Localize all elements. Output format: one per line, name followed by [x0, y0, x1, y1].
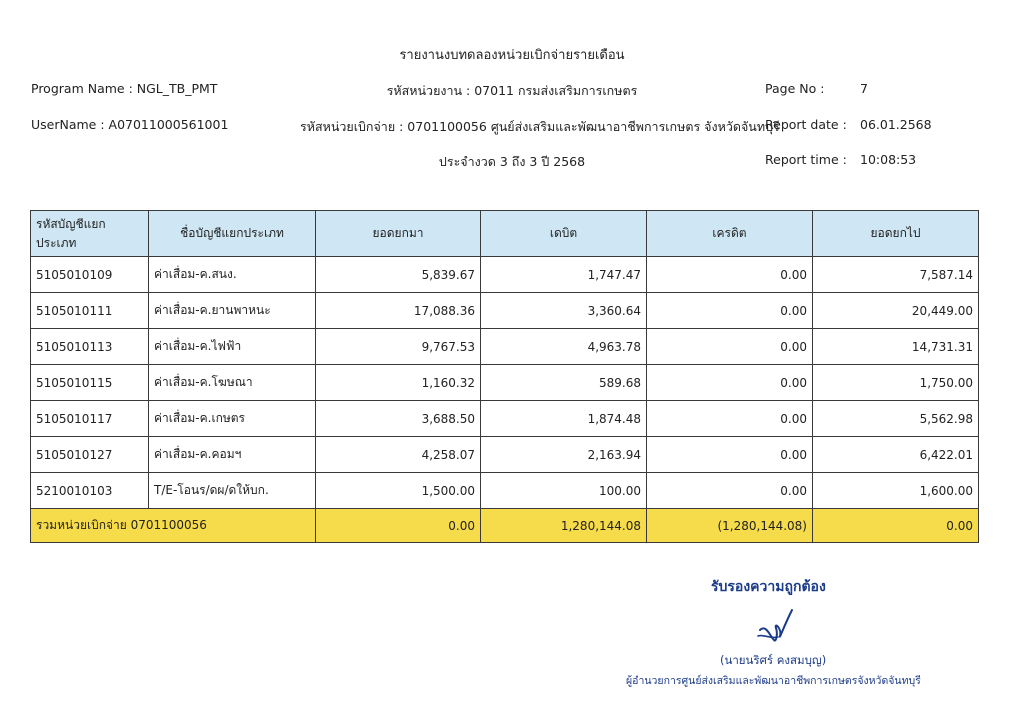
account-code: 5105010111 [31, 293, 149, 329]
report-period: ประจำงวด 3 ถึง 3 ปี 2568 [438, 154, 586, 169]
account-code: 5105010109 [31, 257, 149, 293]
debit: 589.68 [481, 365, 647, 401]
report-time-label: Report time : [765, 152, 847, 167]
debit: 100.00 [481, 473, 647, 509]
carried-forward: 5,562.98 [813, 401, 979, 437]
disbursement-unit: รหัสหน่วยเบิกจ่าย : 0701100056 ศูนย์ส่งเสริมและพัฒนาอาชีพการเกษตร จังหวัดจันทบุรี [300, 119, 780, 134]
carried-forward: 1,600.00 [813, 473, 979, 509]
table-row [31, 257, 979, 293]
total-row [31, 509, 979, 543]
table-row [31, 365, 979, 401]
carried-forward: 14,731.31 [813, 329, 979, 365]
credit: 0.00 [647, 329, 813, 365]
total-carried-forward: 0.00 [813, 509, 979, 543]
brought-forward: 17,088.36 [316, 293, 481, 329]
brought-forward: 1,160.32 [316, 365, 481, 401]
agency-code: รหัสหน่วยงาน : 07011 กรมส่งเสริมการเกษตร [386, 83, 638, 98]
credit: 0.00 [647, 257, 813, 293]
table-row [31, 473, 979, 509]
table-row [31, 401, 979, 437]
debit: 1,874.48 [481, 401, 647, 437]
table-row [31, 329, 979, 365]
brought-forward: 1,500.00 [316, 473, 481, 509]
table-row [31, 437, 979, 473]
column-header-account-code: รหัสบัญชีแยกประเภท [31, 211, 149, 257]
table-row [31, 293, 979, 329]
debit: 1,747.47 [481, 257, 647, 293]
page-no-label: Page No : [765, 81, 825, 96]
brought-forward: 4,258.07 [316, 437, 481, 473]
carried-forward: 6,422.01 [813, 437, 979, 473]
carried-forward: 7,587.14 [813, 257, 979, 293]
account-code: 5105010117 [31, 401, 149, 437]
signer-title: ผู้อำนวยการศูนย์ส่งเสริมและพัฒนาอาชีพการเกษตรจังหวัดจันทบุรี [626, 675, 921, 687]
certification-text: รับรองความถูกต้อง [711, 579, 826, 595]
user-name: UserName : A07011000561001 [31, 117, 229, 132]
report-title: รายงานงบทดลองหน่วยเบิกจ่ายรายเดือน [399, 48, 625, 63]
account-name: ค่าเสื่อม-ค.สนง. [149, 257, 316, 293]
program-name: Program Name : NGL_TB_PMT [31, 81, 218, 96]
account-name: ค่าเสื่อม-ค.ยานพาหนะ [149, 293, 316, 329]
total-brought-forward: 0.00 [316, 509, 481, 543]
column-header-debit: เดบิต [481, 211, 647, 257]
carried-forward: 20,449.00 [813, 293, 979, 329]
table-header-row [31, 211, 979, 257]
account-code: 5105010127 [31, 437, 149, 473]
debit: 4,963.78 [481, 329, 647, 365]
column-header-credit: เครดิต [647, 211, 813, 257]
brought-forward: 9,767.53 [316, 329, 481, 365]
debit: 3,360.64 [481, 293, 647, 329]
signature-mark [756, 606, 796, 648]
debit: 2,163.94 [481, 437, 647, 473]
report-date-value: 06.01.2568 [860, 117, 932, 132]
account-name: ค่าเสื่อม-ค.ไฟฟ้า [149, 329, 316, 365]
page-no-value: 7 [860, 81, 868, 96]
column-header-carried-forward: ยอดยกไป [813, 211, 979, 257]
account-code: 5105010113 [31, 329, 149, 365]
signer-name: (นายนริศร์ คงสมบุญ) [720, 653, 827, 667]
total-label: รวมหน่วยเบิกจ่าย 0701100056 [31, 509, 316, 543]
account-name: T/E-โอนร/ดผ/ดให้บก. [149, 473, 316, 509]
credit: 0.00 [647, 365, 813, 401]
column-header-brought-forward: ยอดยกมา [316, 211, 481, 257]
trial-balance-table [30, 210, 979, 543]
report-time-value: 10:08:53 [860, 152, 917, 167]
account-name: ค่าเสื่อม-ค.เกษตร [149, 401, 316, 437]
account-code: 5105010115 [31, 365, 149, 401]
brought-forward: 5,839.67 [316, 257, 481, 293]
column-header-account-name: ชื่อบัญชีแยกประเภท [149, 211, 316, 257]
credit: 0.00 [647, 401, 813, 437]
report-date-label: Report date : [765, 117, 847, 132]
credit: 0.00 [647, 437, 813, 473]
total-debit: 1,280,144.08 [481, 509, 647, 543]
total-credit: (1,280,144.08) [647, 509, 813, 543]
account-name: ค่าเสื่อม-ค.คอมฯ [149, 437, 316, 473]
carried-forward: 1,750.00 [813, 365, 979, 401]
account-name: ค่าเสื่อม-ค.โฆษณา [149, 365, 316, 401]
account-code: 5210010103 [31, 473, 149, 509]
credit: 0.00 [647, 473, 813, 509]
credit: 0.00 [647, 293, 813, 329]
brought-forward: 3,688.50 [316, 401, 481, 437]
